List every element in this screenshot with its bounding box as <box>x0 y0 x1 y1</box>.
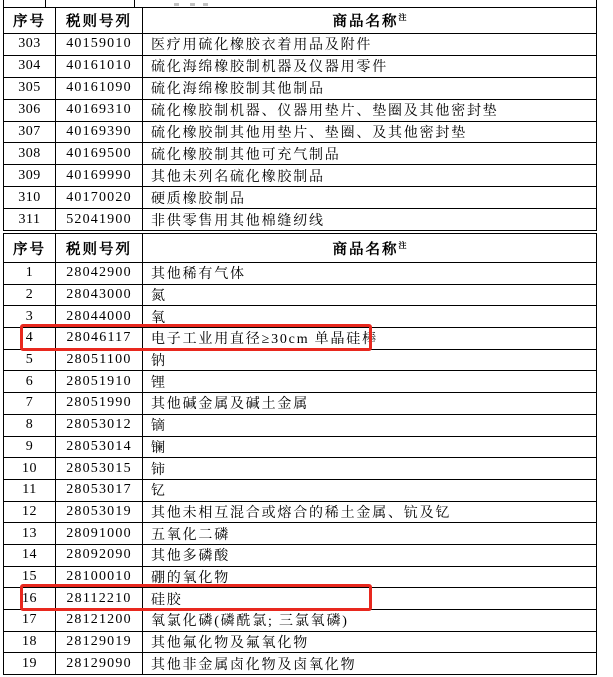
product-name-cell: 硼的氧化物 <box>143 566 597 588</box>
product-name-cell: 硫化橡胶制其他用垫片、垫圈、及其他密封垫 <box>143 121 597 143</box>
rubber-products-table <box>3 7 597 231</box>
product-name-cell: 医疗用硫化橡胶衣着用品及附件 <box>143 34 597 56</box>
tariff-code-cell: 40169390 <box>56 121 143 143</box>
product-name-cell: 硬质橡胶制品 <box>143 187 597 209</box>
table-row <box>4 55 597 77</box>
tariff-code-cell: 28129019 <box>56 631 143 653</box>
product-name-cell: 锂 <box>143 371 597 393</box>
note-marker: 注 <box>398 240 407 250</box>
serial-cell: 2 <box>4 284 56 306</box>
table-body <box>4 263 597 675</box>
serial-cell: 19 <box>4 653 56 675</box>
tariff-code-cell: 40161010 <box>56 55 143 77</box>
table-row <box>4 77 597 99</box>
product-name-cell: 钇 <box>143 479 597 501</box>
tariff-code-cell: 28053019 <box>56 501 143 523</box>
table-row <box>4 566 597 588</box>
serial-cell: 3 <box>4 306 56 328</box>
table-row <box>4 523 597 545</box>
product-name-cell: 氮 <box>143 284 597 306</box>
serial-cell: 7 <box>4 393 56 415</box>
tariff-code-cell: 28121200 <box>56 610 143 632</box>
table-row <box>4 165 597 187</box>
product-name-cell: 硫化海绵橡胶制机器及仪器用零件 <box>143 55 597 77</box>
tariff-code-cell: 28053017 <box>56 479 143 501</box>
tariff-code-cell: 40169310 <box>56 99 143 121</box>
tariff-code-cell: 40169500 <box>56 143 143 165</box>
serial-cell: 9 <box>4 436 56 458</box>
table-row <box>4 263 597 285</box>
tariff-code-cell: 28051910 <box>56 371 143 393</box>
tariff-code-cell: 40161090 <box>56 77 143 99</box>
serial-cell: 12 <box>4 501 56 523</box>
serial-cell: 303 <box>4 34 56 56</box>
table-body <box>4 34 597 231</box>
product-header-label: 商品名称 <box>332 14 399 30</box>
table-row <box>4 631 597 653</box>
table-row <box>4 501 597 523</box>
serial-cell: 310 <box>4 187 56 209</box>
product-name-cell: 电子工业用直径≥30cm 单晶硅棒 <box>143 328 597 350</box>
tariff-code-cell: 28046117 <box>56 328 143 350</box>
product-name-cell: 五氧化二磷 <box>143 523 597 545</box>
product-name-cell: 其他多磷酸 <box>143 544 597 566</box>
serial-cell: 305 <box>4 77 56 99</box>
serial-cell: 311 <box>4 209 56 231</box>
tariff-code-cell: 28043000 <box>56 284 143 306</box>
tariff-code-cell: 52041900 <box>56 209 143 231</box>
tariff-code-cell: 28112210 <box>56 588 143 610</box>
serial-cell: 4 <box>4 328 56 350</box>
table-row <box>4 610 597 632</box>
table-row <box>4 306 597 328</box>
serial-cell: 306 <box>4 99 56 121</box>
table-row <box>4 187 597 209</box>
serial-cell: 307 <box>4 121 56 143</box>
table-row <box>4 479 597 501</box>
table-row <box>4 414 597 436</box>
serial-cell: 308 <box>4 143 56 165</box>
product-name-cell: 氧 <box>143 306 597 328</box>
serial-cell: 14 <box>4 544 56 566</box>
product-name-cell: 硫化橡胶制其他可充气制品 <box>143 143 597 165</box>
tariff-code-cell: 28051100 <box>56 349 143 371</box>
cut-text-remnant <box>174 3 179 6</box>
tariff-code-cell: 28053015 <box>56 458 143 480</box>
tariff-code-cell: 28091000 <box>56 523 143 545</box>
serial-cell: 15 <box>4 566 56 588</box>
tariff-code-cell: 28100010 <box>56 566 143 588</box>
header-row <box>4 234 597 263</box>
product-name-cell: 非供零售用其他棉缝纫线 <box>143 209 597 231</box>
serial-cell: 304 <box>4 55 56 77</box>
serial-cell: 6 <box>4 371 56 393</box>
tariff-header: 税则号列 <box>56 234 143 263</box>
serial-cell: 16 <box>4 588 56 610</box>
product-name-cell: 其他非金属卤化物及卤氧化物 <box>143 653 597 675</box>
tariff-code-cell: 40169990 <box>56 165 143 187</box>
header-row <box>4 8 597 34</box>
product-name-cell: 其他未列名硫化橡胶制品 <box>143 165 597 187</box>
tariff-code-cell: 28053014 <box>56 436 143 458</box>
tariff-header: 税则号列 <box>56 8 143 34</box>
tariff-code-cell: 28129090 <box>56 653 143 675</box>
tariff-code-cell: 28042900 <box>56 263 143 285</box>
serial-cell: 18 <box>4 631 56 653</box>
product-header <box>143 8 597 34</box>
serial-cell: 10 <box>4 458 56 480</box>
serial-cell: 17 <box>4 610 56 632</box>
product-name-cell: 其他氟化物及氟氧化物 <box>143 631 597 653</box>
tariff-code-cell: 28044000 <box>56 306 143 328</box>
table-row <box>4 458 597 480</box>
product-name-cell: 其他稀有气体 <box>143 263 597 285</box>
table-row <box>4 34 597 56</box>
chemical-products-table <box>3 233 597 675</box>
product-header <box>143 234 597 263</box>
product-name-cell: 硫化橡胶制机器、仪器用垫片、垫圈及其他密封垫 <box>143 99 597 121</box>
table-row <box>4 393 597 415</box>
product-name-cell: 氧氯化磷(磷酰氯; 三氯氧磷) <box>143 610 597 632</box>
serial-header: 序号 <box>4 234 56 263</box>
serial-cell: 13 <box>4 523 56 545</box>
table-row <box>4 284 597 306</box>
serial-cell: 11 <box>4 479 56 501</box>
table-row <box>4 349 597 371</box>
table-row <box>4 653 597 675</box>
product-name-cell: 其他碱金属及碱土金属 <box>143 393 597 415</box>
product-name-cell: 硅胶 <box>143 588 597 610</box>
table-row <box>4 588 597 610</box>
tariff-code-cell: 28053012 <box>56 414 143 436</box>
product-name-cell: 硫化海绵橡胶制其他制品 <box>143 77 597 99</box>
tariff-code-cell: 28051990 <box>56 393 143 415</box>
product-name-cell: 镧 <box>143 436 597 458</box>
product-name-cell: 其他未相互混合或熔合的稀土金属、钪及钇 <box>143 501 597 523</box>
tariff-code-cell: 28092090 <box>56 544 143 566</box>
serial-cell: 1 <box>4 263 56 285</box>
table-row <box>4 544 597 566</box>
product-header-label: 商品名称 <box>332 241 399 258</box>
table-row <box>4 121 597 143</box>
table-row <box>4 99 597 121</box>
table-row <box>4 371 597 393</box>
product-name-cell: 铈 <box>143 458 597 480</box>
serial-cell: 309 <box>4 165 56 187</box>
column-divider <box>45 0 46 7</box>
product-name-cell: 镝 <box>143 414 597 436</box>
cut-text-remnant <box>190 3 195 6</box>
table-row <box>4 436 597 458</box>
table-row <box>4 143 597 165</box>
tariff-code-cell: 40170020 <box>56 187 143 209</box>
serial-cell: 8 <box>4 414 56 436</box>
table-row <box>4 328 597 350</box>
previous-table-fragment <box>3 0 597 7</box>
table-row <box>4 209 597 231</box>
cut-text-remnant <box>203 3 208 6</box>
note-marker: 注 <box>398 13 407 23</box>
serial-header: 序号 <box>4 8 56 34</box>
tariff-code-cell: 40159010 <box>56 34 143 56</box>
serial-cell: 5 <box>4 349 56 371</box>
product-name-cell: 钠 <box>143 349 597 371</box>
column-divider <box>134 0 135 7</box>
